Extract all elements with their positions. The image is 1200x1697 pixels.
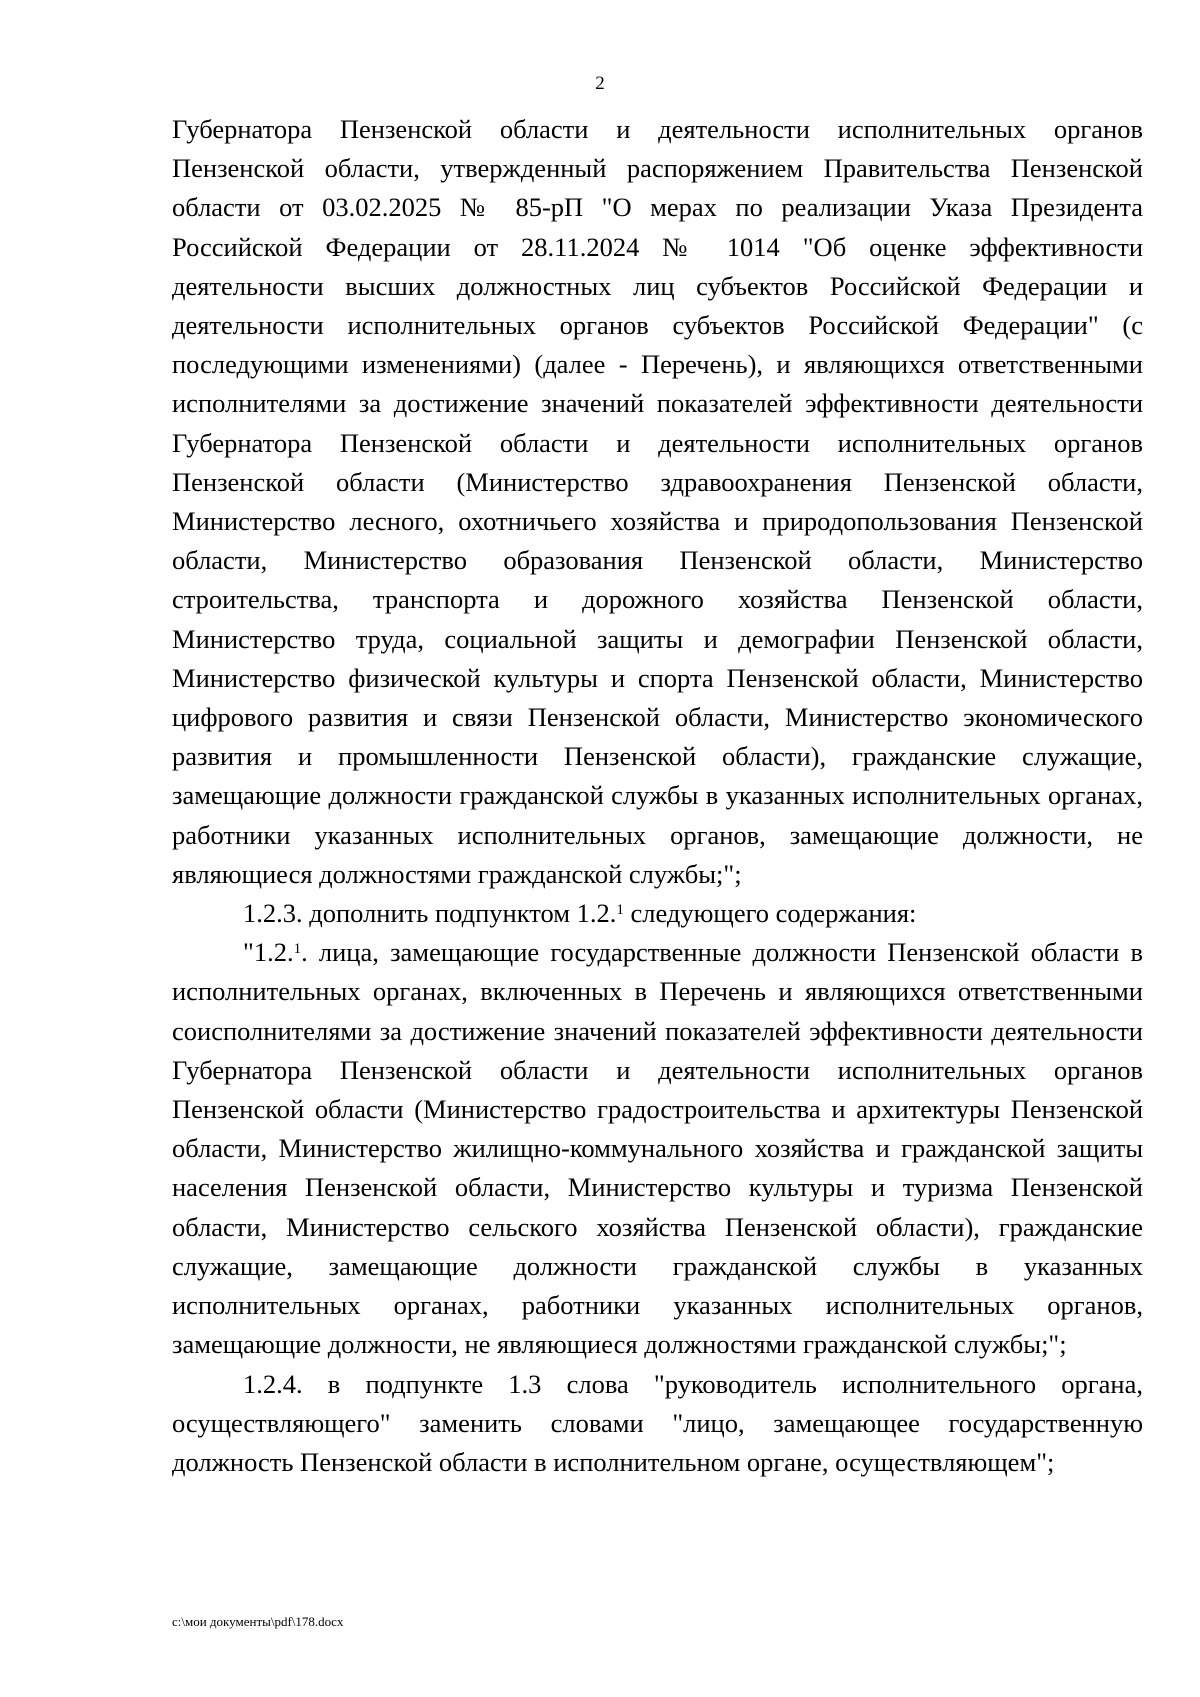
document-body — [172, 110, 1143, 1482]
paragraph-1-2-3 — [172, 894, 1143, 933]
page-number: 2 — [595, 73, 605, 94]
paragraph-1-2-3-text: 1.2.3. дополнить подпунктом 1.2. — [243, 898, 617, 929]
paragraph-continuation: Губернатора Пензенской области и деятельности исполнительных органов Пензенской области, утвержденный распоряжением Правительства Пензенской области от 03.02.2025 № 85-рП "О мерах по реализации Указа Президента Российской Федерации от 28.11.2024 № 1014 "Об оценке эффективности деятельности высших должностных лиц субъектов Российской Федерации и деятельности исполнительных органов субъектов Российской Федерации" (с последующими изменениями) (далее - Перечень), и являющихся ответственными исполнителями за достижение значений показателей эффективности деятельности Губернатора Пензенской области и деятельности исполнительных органов Пензенской области (Министерство здравоохранения Пензенской области, Министерство лесного, охотничьего хозяйства и природопользования Пензенской области, Министерство образования Пензенской области, Министерство строительства, транспорта и дорожного хозяйства Пензенской области, Министерство труда, социальной защиты и демографии Пензенской области, Министерство физической культуры и спорта Пензенской области, Министерство цифрового развития и связи Пензенской области, Министерство экономического развития и промышленности Пензенской области), гражданские служащие, замещающие должности гражданской службы в указанных исполнительных органах, работники указанных исполнительных органов, замещающие должности, не являющиеся должностями гражданской службы;"; — [172, 114, 1143, 889]
paragraph-1-2-1 — [172, 933, 1143, 1364]
paragraph-1-2-1-text: . лица, замещающие государственные должности Пензенской области в исполнительных органах, включенных в Перечень и являющихся ответственными соисполнителями за достижение значений показателей эффективности деятельности Губернатора Пензенской области и деятельности исполнительных органов Пензенской области (Министерство градостроительства и архитектуры Пензенской области, Министерство жилищно-коммунального хозяйства и гражданской защиты населения Пензенской области, Министерство культуры и туризма Пензенской области, Министерство сельского хозяйства Пензенской области), гражданские служащие, замещающие должности гражданской службы в указанных исполнительных органах, работники указанных исполнительных органов, замещающие должности, не являющиеся должностями гражданской службы;"; — [172, 937, 1143, 1360]
paragraph-1-2-3-tail: следующего содержания: — [623, 898, 917, 929]
paragraph-1-2-1-lead: "1.2. — [243, 937, 294, 968]
superscript: 1 — [293, 941, 302, 958]
file-path-footer: c:\мои документы\pdf\178.docx — [172, 1614, 344, 1629]
paragraph-1-2-4: 1.2.4. в подпункте 1.3 слова "руководитель исполнительного органа, осуществляющего" заменить словами "лицо, замещающее государственную должность Пензенской области в исполнительном органе, осуществляющем"; — [172, 1368, 1143, 1477]
superscript: 1 — [616, 902, 624, 919]
